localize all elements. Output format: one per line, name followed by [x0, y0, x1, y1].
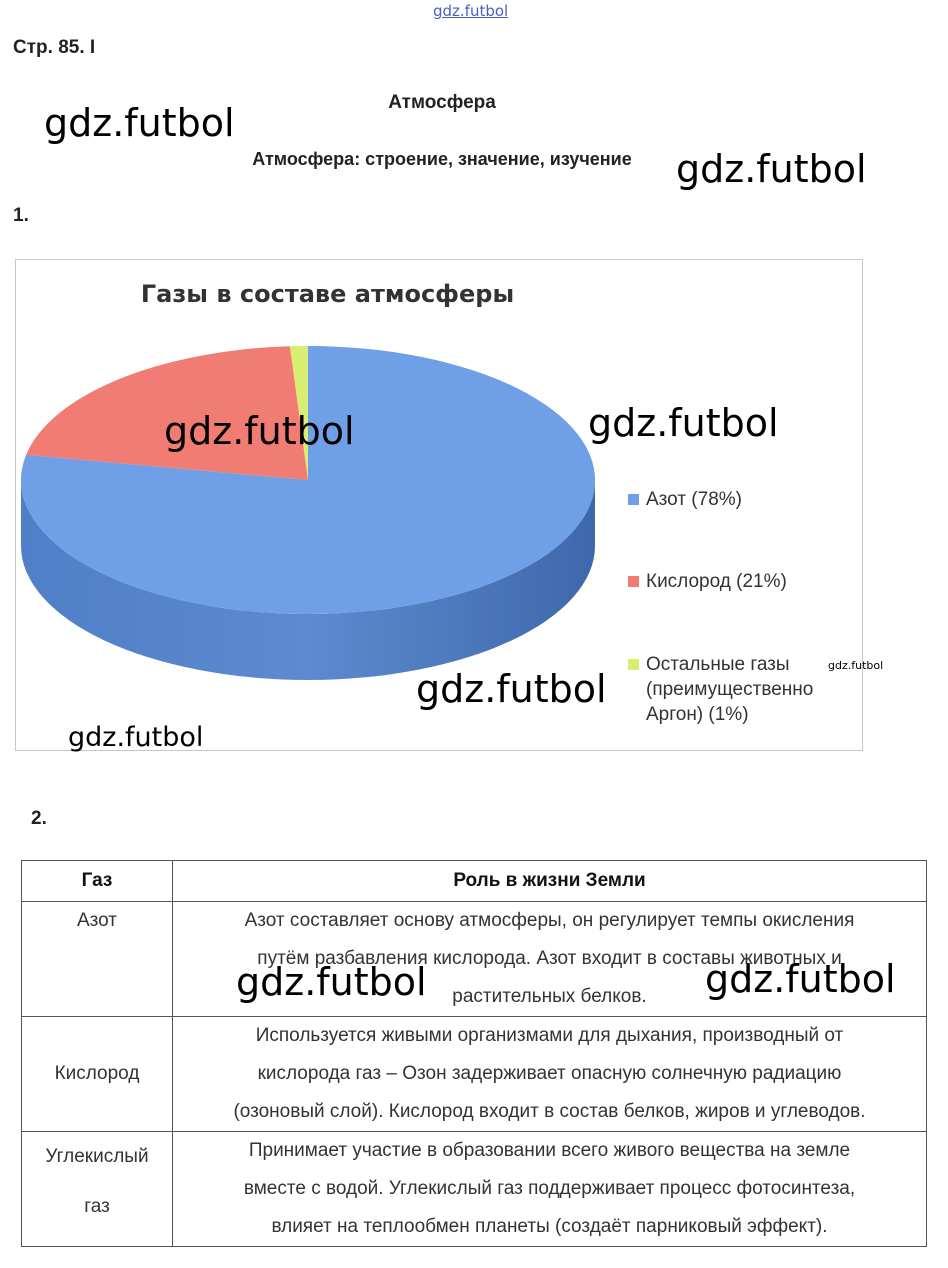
gas-cell	[22, 1017, 173, 1132]
table-row	[22, 1017, 927, 1132]
role-line: Азот составляет основу атмосферы, он регулирует темпы окисления	[244, 910, 855, 931]
table-header-row	[22, 861, 927, 902]
watermark: gdz.futbol	[236, 960, 427, 1004]
pie-top-face	[21, 346, 595, 614]
gas-name-line: Углекислый	[45, 1146, 149, 1167]
legend-swatch-nitrogen	[628, 494, 639, 505]
watermark: gdz.futbol	[588, 401, 779, 445]
role-line: (озоновый слой). Кислород входит в состав белков, жиров и углеводов.	[233, 1101, 866, 1122]
watermark: gdz.futbol	[828, 659, 884, 672]
task-2-number: 2.	[31, 808, 47, 829]
role-line: Используется живыми организмами для дыхания, производный от	[255, 1025, 844, 1046]
table-row	[22, 1132, 927, 1247]
role-line: путём разбавления кислорода. Азот входит в составы животных и	[257, 948, 842, 969]
watermark: gdz.futbol	[68, 722, 204, 753]
role-cell	[173, 1132, 927, 1247]
gas-cell	[22, 1132, 173, 1247]
role-line: Принимает участие в образовании всего живого вещества на земле	[248, 1140, 851, 1161]
legend-item-other-line1: Остальные газы	[646, 654, 790, 675]
role-line: кислорода газ – Озон задерживает опасную солнечную радиацию	[257, 1063, 842, 1084]
page-title: Атмосфера	[388, 92, 496, 113]
gas-cell	[22, 902, 173, 1017]
column-header-role: Роль в жизни Земли	[173, 861, 927, 902]
gas-name: Кислород	[54, 1063, 140, 1084]
chart-title: Газы в составе атмосферы	[140, 280, 515, 308]
legend-item-oxygen: Кислород (21%)	[646, 571, 787, 592]
watermark: gdz.futbol	[164, 409, 355, 453]
role-cell	[173, 1017, 927, 1132]
page-subtitle: Атмосфера: строение, значение, изучение	[252, 149, 632, 169]
legend-item-other-line3: Аргон) (1%)	[646, 704, 749, 725]
gas-name: Азот	[76, 910, 118, 931]
role-line: растительных белков.	[452, 986, 647, 1007]
watermark: gdz.futbol	[44, 101, 235, 145]
watermark: gdz.futbol	[416, 667, 607, 711]
legend-swatch-oxygen	[628, 576, 639, 587]
gas-name-line: газ	[84, 1196, 110, 1217]
page-reference: Стр. 85. I	[13, 37, 96, 58]
watermark-link[interactable]: gdz.futbol	[433, 2, 509, 20]
column-header-gas: Газ	[22, 861, 173, 902]
legend-item-nitrogen: Азот (78%)	[646, 489, 742, 510]
role-line: вместе с водой. Углекислый газ поддерживает процесс фотосинтеза,	[243, 1178, 856, 1199]
watermark: gdz.futbol	[676, 147, 867, 191]
task-1-number: 1.	[13, 205, 29, 226]
role-line: влияет на теплообмен планеты (создаёт парниковый эффект).	[271, 1216, 828, 1237]
legend-item-other-line2: (преимущественно	[646, 679, 814, 700]
gas-roles-table	[21, 860, 927, 1247]
watermark: gdz.futbol	[705, 957, 896, 1001]
legend-swatch-other	[628, 659, 639, 670]
